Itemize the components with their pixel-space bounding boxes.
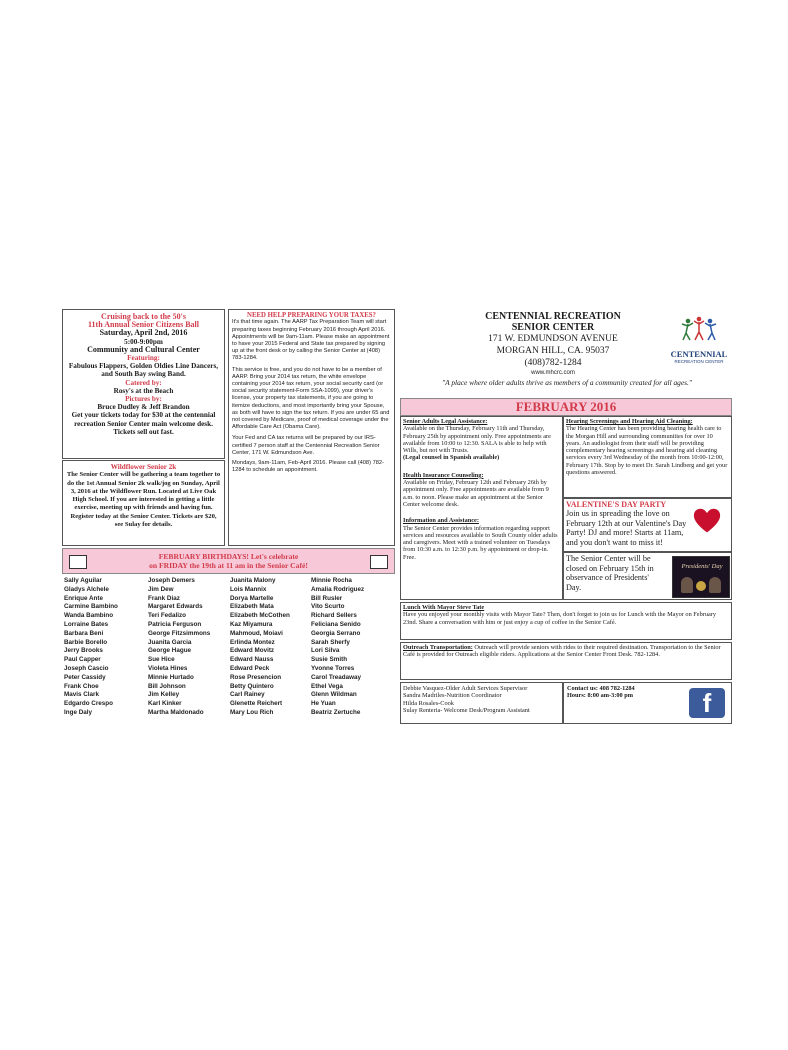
birthday-name: Joseph Demers — [148, 577, 195, 584]
tickets-text: Get your tickets today for $30 at the centennial recreation Senior Center main welcome desk. Tickets sell out fast. — [71, 411, 216, 436]
featuring-text: Fabulous Flappers, Golden Oldies Line Dancers, and South Bay swing Band. — [68, 362, 219, 379]
staff-member: Debbie Vasquez-Older Adult Services Supervisor — [403, 685, 528, 692]
birthday-name: Edward Peck — [230, 664, 270, 672]
legal-body: Available on the Thursday, February 11th and Thursday, February 25th by appointment only. Free appointments are available from 10:00 to 12:30. SALA is able to help with Wills, but not with Trusts. — [403, 425, 551, 455]
featuring-label: Featuring: — [127, 354, 160, 363]
birthday-column-4 — [311, 577, 364, 718]
taxes-p3: Your Fed and CA tax returns will be prepared by our IRS-certified 7 person staff at the Centennial Recreation Senior Center, 171 W. Edmundson Ave. — [232, 435, 380, 456]
birthday-column-2 — [148, 577, 210, 718]
birthday-name: Joseph Cascio — [64, 664, 109, 672]
ball-venue: Community and Cultural Center — [87, 344, 200, 354]
birthday-name: Edgardo Crespo — [64, 700, 113, 708]
left-page — [60, 307, 395, 737]
birthday-name: George Hague — [148, 647, 192, 655]
birthday-name: Teri Fedalizo — [148, 612, 187, 620]
lunch-body: Have you enjoyed your monthly visits with Mayor Tate? Then, don't forget to join us for Lunch with the Mayor on February 23nd. Share a conversation with him or just enjoy a cup of coffee in the Senior Café. — [403, 611, 717, 626]
birthday-name: Violeta Hines — [148, 664, 188, 672]
staff-member: Sandra Madriles-Nutrition Coordinator — [403, 692, 502, 700]
portrait-left — [681, 577, 693, 593]
birthdays-banner — [62, 548, 395, 574]
birthday-name: Gladys Alchele — [64, 585, 109, 593]
birthday-name: George Fitzsimmons — [148, 629, 211, 637]
logo-text-1: CENTENNIAL — [670, 349, 728, 359]
birthday-name: Erlinda Montez — [230, 638, 275, 646]
birthday-name: Inge Daly — [64, 708, 92, 716]
cake-icon — [370, 555, 388, 569]
valentine-body: Join us in spreading the love on February 12th at our Valentine's Day Party! DJ and more! Starts at 11am, and you don't want to miss it! — [566, 509, 687, 547]
staff-member: Sulay Renteria- Welcome Desk/Program Assistant — [403, 706, 530, 714]
birthdays-line2: on FRIDAY the 19th at 11 am in the Senior Café! — [149, 561, 308, 570]
pictures-label: Pictures by: — [125, 395, 162, 404]
birthday-name: Dorya Martelle — [230, 594, 274, 602]
center-city: MORGAN HILL, CA. 95037 — [496, 346, 610, 356]
birthday-name: Peter Cassidy — [64, 673, 106, 681]
services-left-box — [400, 416, 563, 600]
hearing-box — [563, 416, 732, 498]
month-title: FEBRUARY 2016 — [515, 399, 617, 414]
contact-phone: Contact us: 408 782-1284 — [567, 685, 635, 692]
presidents-body: The Senior Center will be closed on February 15th in observance of Presidents' Day. — [566, 554, 654, 592]
birthday-name: Richard Sellers — [311, 612, 357, 620]
birthday-name: Beatriz Zertuche — [311, 708, 361, 716]
ball-time: 5:00-9:00pm — [124, 337, 163, 346]
portrait-right — [709, 577, 721, 593]
center-name-2: SENIOR CENTER — [511, 322, 595, 333]
ball-date: Saturday, April 2nd, 2016 — [99, 328, 188, 338]
presidents-box — [563, 552, 732, 600]
birthday-name: Frank Diaz — [148, 594, 180, 602]
logo-text-2: RECREATION CENTER — [674, 359, 724, 364]
catered-text: Rosy's at the Beach — [113, 386, 174, 395]
hearing-body: The Hearing Center has been providing hearing health care to the Morgan Hill and surrounding communities for over 10 years. An audiologist from their staff will be providing complementary hearing screenings and hearing aid cleaning services every 3rd Wednesday of the month from 10:00-12:00, February 17th. Stop by to meet Dr. Sarah Lindberg and get your questions answered. — [566, 425, 728, 477]
birthday-name: Barbara Beni — [64, 629, 104, 637]
wildflower-title: Wildflower Senior 2k — [110, 463, 177, 471]
birthday-name: Wanda Bambino — [64, 612, 114, 620]
staff-member: Hilda Rosales-Cook — [403, 699, 454, 707]
lunch-box — [400, 602, 732, 640]
birthday-name: Margaret Edwards — [148, 603, 203, 611]
taxes-p2: This service is free, and you do not have to be a member of AARP. Bring your 2014 tax return, the white envelope containing your 2014 tax return, your social security card (or social security statement-Form SSA-1099), your driver's license, your property tax statements, if you are going to itemize deductions, and most importantly bring your Spouse, as both will have to sign the tax return. If you are under 65 and not covered by Medicare, proof of medical coverage under the Affordable Care Act (Obama Care). — [232, 366, 390, 431]
presidents-image-text: Presidents' Day — [681, 563, 723, 570]
birthday-name: Kaz Miyamura — [230, 620, 273, 628]
center-address: 171 W. EDMUNDSON AVENUE — [488, 334, 618, 344]
birthday-name: Ethel Vega — [311, 682, 343, 690]
valentine-title: VALENTINE'S DAY PARTY — [566, 500, 667, 509]
birthday-name: Paul Capper — [64, 656, 101, 664]
taxes-box — [228, 309, 395, 546]
birthday-name: Jim Kelley — [148, 691, 180, 699]
birthday-name: Carol Treadaway — [311, 673, 362, 681]
right-page — [398, 307, 736, 737]
birthday-name: Edward Movitz — [230, 647, 275, 655]
taxes-p4: Mondays, 9am-11am, Feb-April 2016. Please call (408) 782-1284 to schedule an appointment. — [232, 459, 384, 474]
birthday-name: He Yuan — [311, 700, 336, 708]
insurance-body: Available on Friday, February 12th and February 26th by appointment only. Free appointments are available from 9 a.m. to noon. Please make an appointment at the Senior Center welcome desk. — [403, 479, 549, 508]
birthday-name: Georgia Serrano — [311, 629, 361, 637]
birthday-name: Mary Lou Rich — [230, 708, 274, 716]
hearing-title: Hearing Screenings and Hearing Aid Cleaning: — [566, 418, 693, 425]
birthday-name: Martha Maldonado — [148, 708, 204, 716]
legal-note: (Legal counsel in Spanish available) — [403, 454, 500, 462]
info-body: The Senior Center provides information regarding support services and resources available to South County older adults and caregivers. Meet with a trained volunteer on Tuesdays from 10:30 a.m. to 12:30 p.m. by appointment or drop-in. Free. — [403, 524, 558, 561]
birthday-name: Edward Nauss — [230, 656, 274, 664]
staff-list — [403, 685, 560, 714]
birthday-name: Betty Quintero — [230, 682, 274, 690]
birthday-name: Rose Presencion — [230, 673, 282, 681]
center-name-1: CENTENNIAL RECREATION — [485, 311, 621, 322]
valentine-box — [563, 498, 732, 552]
birthday-name: Minnie Rocha — [311, 577, 352, 584]
staff-box — [400, 682, 563, 724]
ball-title-1: Cruising back to the 50's — [101, 312, 186, 321]
outreach-text — [403, 644, 729, 659]
lunch-title: Lunch With Mayor Steve Tate — [403, 604, 485, 611]
pictures-text: Bruce Dudley & Jeff Brandon — [97, 403, 190, 412]
birthday-name: Bill Johnson — [148, 682, 186, 690]
wildflower-body: The Senior Center will be gathering a team together to do the 1st Annual Senior 2k walk/jog on Sunday, April 3, 2016 at the Wildflower Run. Located at Live Oak High School. If you are interested in getting a little exercise, meeting up with friends and having fun. Register today at the Senior Center. Tickets are $20, see Sulay for details. — [66, 471, 221, 528]
info-title: Information and Assistance: — [403, 517, 479, 525]
birthday-name: Barbie Borello — [64, 638, 108, 646]
senior-ball-box — [62, 309, 225, 459]
birthday-name: Bill Rusler — [311, 594, 343, 602]
contact-hours: Hours: 8:00 am-3:00 pm — [567, 692, 633, 700]
center-phone: (408)782-1284 — [524, 358, 582, 368]
birthday-name: Vito Scurto — [311, 603, 345, 611]
presidents-day-image — [672, 556, 730, 598]
birthday-name: Minnie Hurtado — [148, 673, 194, 681]
facebook-icon[interactable]: f — [689, 688, 725, 718]
birthday-name: Carl Rainey — [230, 691, 265, 699]
center-tagline: "A place where older adults thrive as members of a community created for all ages." — [442, 378, 692, 387]
catered-label: Catered by: — [125, 378, 162, 387]
birthday-name: Elizabeth Mata — [230, 603, 274, 611]
birthday-name: Amalia Rodriguez — [311, 585, 365, 593]
birthday-name: Juanita Garcia — [148, 638, 192, 646]
center-website: www.mhcrc.com — [531, 370, 575, 376]
contact-box — [563, 682, 732, 724]
seal-icon — [696, 581, 706, 591]
birthdays-line1: FEBRUARY BIRTHDAYS! Let's celebrate — [158, 552, 299, 561]
birthday-name: Enrique Ante — [64, 594, 103, 602]
birthday-name: Mahmoud, Moiavi — [230, 629, 283, 637]
birthday-name: Mavis Clark — [64, 691, 100, 699]
birthday-name: Lori Silva — [311, 647, 340, 655]
birthday-name: Juanita Malony — [230, 577, 276, 584]
outreach-title: Outreach Transportation: — [403, 644, 473, 651]
cake-icon — [69, 555, 87, 569]
ball-title-2: 11th Annual Senior Citizens Ball — [88, 320, 199, 330]
birthday-name: Sue Hice — [148, 656, 175, 664]
birthday-name: Patricia Ferguson — [148, 620, 202, 628]
center-header — [398, 307, 736, 395]
legal-title: Senior Adults Legal Assistance: — [403, 418, 488, 425]
centennial-logo — [668, 315, 730, 367]
wildflower-box — [62, 460, 225, 546]
birthday-name: Lorraine Bates — [64, 620, 109, 628]
birthday-name: Lois Mannix — [230, 585, 267, 593]
outreach-box — [400, 642, 732, 680]
birthday-name: Susie Smith — [311, 656, 348, 664]
birthday-name: Sally Aguilar — [64, 577, 102, 584]
taxes-title: NEED HELP PREPARING YOUR TAXES? — [247, 312, 376, 319]
outreach-body: Outreach will provide seniors with rides to their required destination. Transportation to the Senior Café is provided for Outreach eligible riders. Applications at the Senior Center Front Desk. 782-1284. — [403, 644, 721, 659]
birthday-name: Glenn Wildman — [311, 691, 357, 699]
taxes-p1: It's that time again. The AARP Tax Preparation Team will start preparing taxes beginning February 2016 through April 2016. Appointments will be 9am-11am. Please make an appointment to have your 2015 Federal and State tax prepared by signing up at the front desk or by calling the Senior Center at (408) 783-1284. — [232, 319, 390, 362]
birthday-name: Jim Dew — [148, 585, 174, 593]
birthday-name: Frank Choe — [64, 682, 99, 690]
birthday-name: Feliciana Senido — [311, 620, 361, 628]
birthday-column-3 — [230, 577, 290, 718]
birthday-name: Sarah Sherfy — [311, 638, 350, 646]
birthday-name: Karl Kinker — [148, 700, 182, 708]
month-banner — [400, 398, 732, 416]
birthday-column-1 — [64, 577, 118, 718]
birthday-name: Yvonne Torres — [311, 664, 355, 672]
birthday-name: Carmine Bambino — [64, 603, 118, 611]
birthday-name: Jerry Brooks — [64, 647, 103, 655]
newsletter-sheet — [60, 307, 736, 737]
birthday-name: Glenette Reichert — [230, 700, 283, 708]
logo-figures-icon — [668, 315, 730, 345]
insurance-title: Health Insurance Counseling: — [403, 471, 484, 479]
heart-icon — [693, 507, 721, 535]
birthday-name: Elizabeth McCothen — [230, 612, 290, 620]
